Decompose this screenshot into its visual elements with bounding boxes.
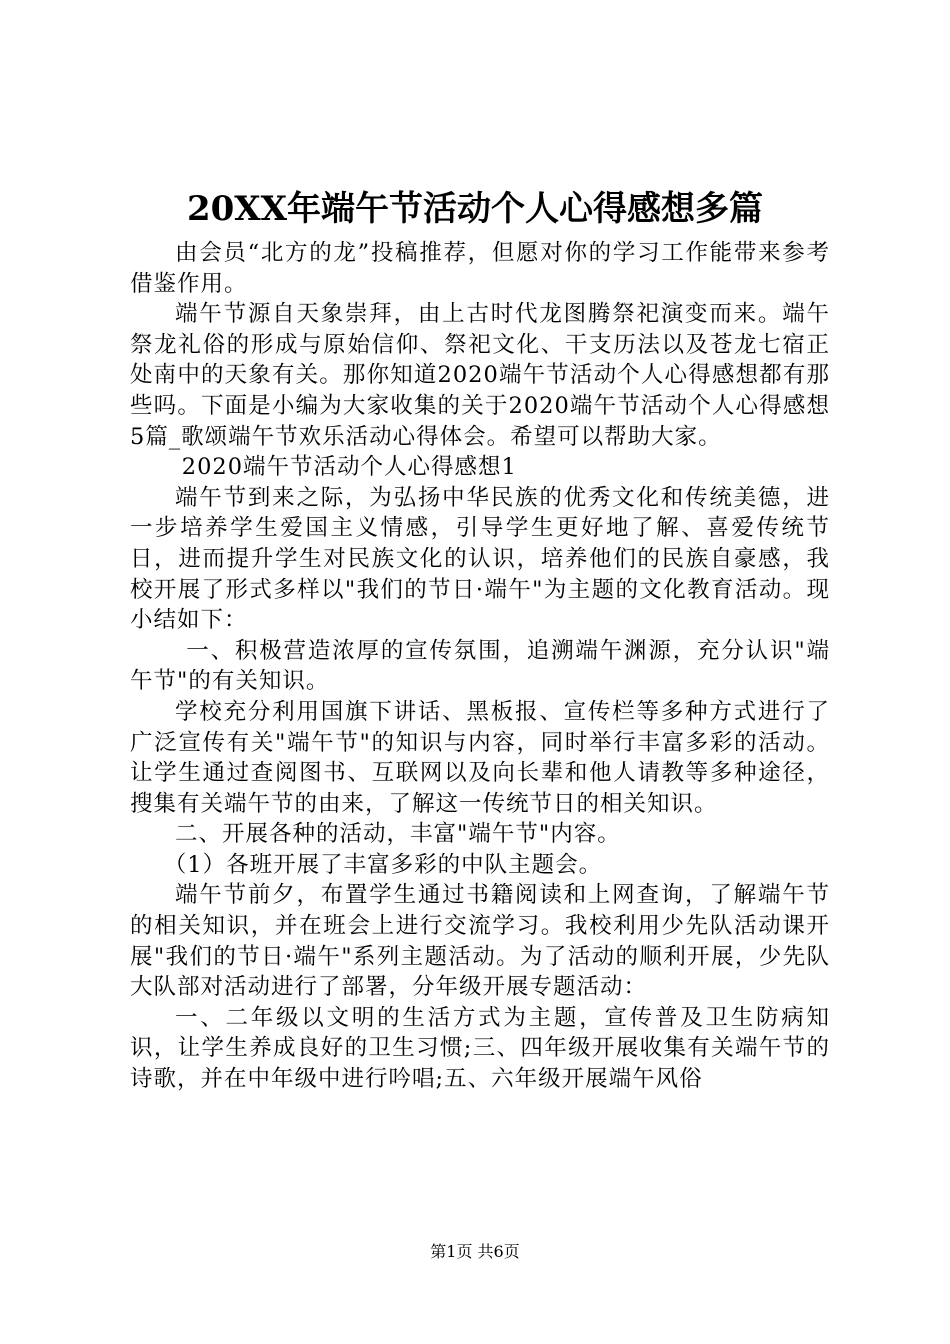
page-footer: 第1页 共6页 — [430, 1242, 520, 1261]
document-body — [130, 238, 830, 1095]
paragraph-summary: 端午节到来之际，为弘扬中华民族的优秀文化和传统美德，进一步培养学生爱国主义情感，引导学生更好地了解、喜爱传统节日，进而提升学生对民族文化的认识，培养他们的民族自豪感，我校开展了形式多样以"我们的节日·端午"为主题的文化教育活动。现小结如下： — [130, 484, 830, 634]
paragraph-origin: 端午节源自天象崇拜，由上古时代龙图腾祭祀演变而来。端午祭龙礼俗的形成与原始信仰、祭祀文化、干支历法以及苍龙七宿正处南中的天象有关。那你知道2020端午节活动个人心得感想都有那些吗。下面是小编为大家收集的关于2020端午节活动个人心得感想5篇_歌颂端午节欢乐活动心得体会。希望可以帮助大家。 — [130, 301, 830, 450]
paragraph-intro: 由会员“北方的龙”投稿推荐，但愿对你的学习工作能带来参考借鉴作用。 — [130, 240, 830, 297]
paragraph-grades: 一、二年级以文明的生活方式为主题，宣传普及卫生防病知识，让学生养成良好的卫生习惯;三、四年级开展收集有关端午节的诗歌，并在中年级中进行吟唱;五、六年级开展端午风俗 — [130, 1004, 830, 1093]
section-heading: 2020端午节活动个人心得感想1 — [181, 454, 517, 481]
paragraph-point-one: 一、积极营造浓厚的宣传氛围，追溯端午渊源，充分认识"端午节"的有关知识。 — [130, 637, 830, 695]
paragraph-activities: 端午节前夕，布置学生通过书籍阅读和上网查询，了解端午节的相关知识，并在班会上进行交流学习。我校利用少先队活动课开展"我们的节日·端午"系列主题活动。为了活动的顺利开展，少先队大队部对活动进行了部署，分年级开展专题活动： — [130, 882, 830, 1001]
paragraph-point-two: 二、开展各种的活动，丰富"端午节"内容。 — [175, 821, 621, 848]
paragraph-sub-one: （1）各班开展了丰富多彩的中队主题会。 — [163, 851, 603, 878]
paragraph-publicity: 学校充分利用国旗下讲话、黑板报、宣传栏等多种方式进行了广泛宣传有关"端午节"的知识与内容，同时举行丰富多彩的活动。让学生通过查阅图书、互联网以及向长辈和他人请教等多种途径，搜集有关端午节的由来，了解这一传统节日的相关知识。 — [130, 698, 830, 817]
document-title: 20XX年端午节活动个人心得感想多篇 — [186, 189, 764, 229]
